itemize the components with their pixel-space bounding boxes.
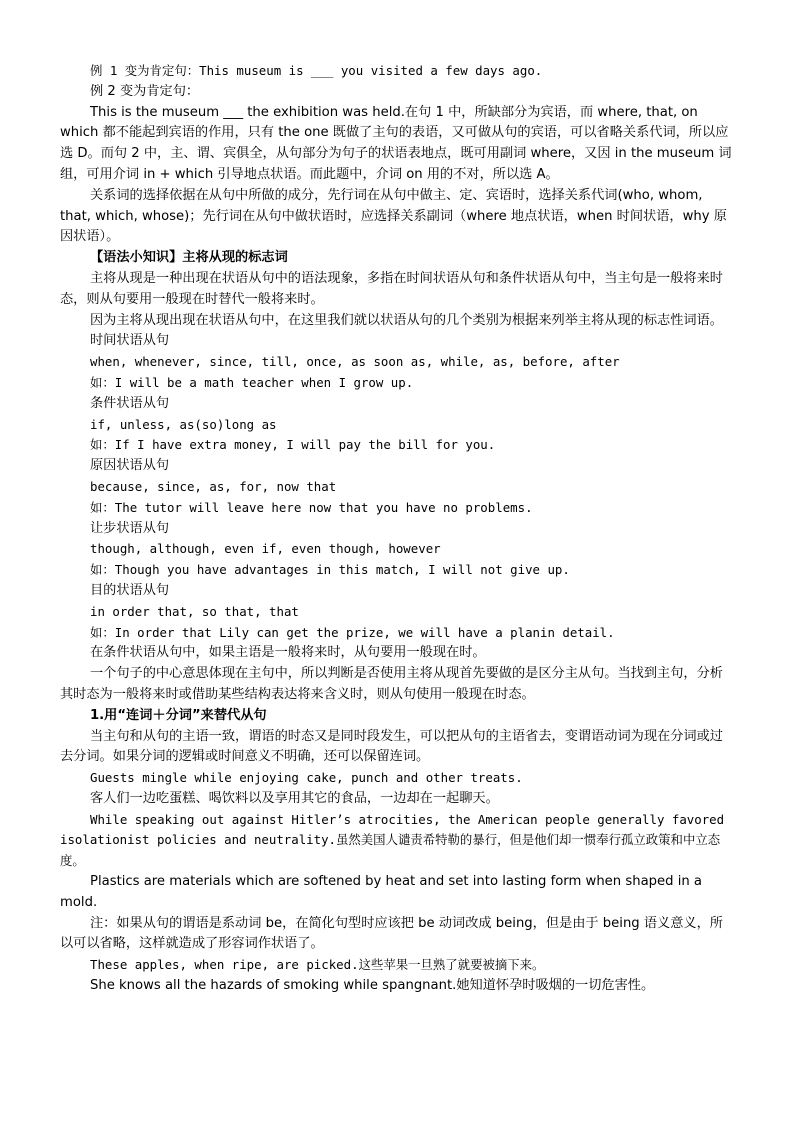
relative-word-rule: 关系词的选择依据在从句中所做的成分，先行词在从句中做主、定、宾语时，选择关系代词(who, whom, that, which, whose)；先行词在从句中做状语时，应选择关系副词（where 地点状语，when 时间状语，why 原因状语）。 (60, 187, 727, 245)
concession-clause-heading: 让步状语从句 (90, 520, 170, 536)
reason-clause-words: because, since, as, for, now that (90, 478, 337, 494)
concession-clause-example: 如：Though you have advantages in this match, I will not give up. (90, 562, 570, 578)
main-clause-paragraph: 一个句子的中心意思体现在主句中，所以判断是否使用主将从现首先要做的是区分主从句。当找到主句，分析其时态为一般将来时或借助某些结构表达将来含义时，则从句使用一般现在时态。 (60, 666, 723, 702)
example-1-line: 例 1 变为肯定句：This museum is ___ you visited a few days ago. (90, 63, 543, 78)
hitler-example: While speaking out against Hitler’s atrocities, the American people generally favored isolationist policies and neutrality.虽然美国人谴责希特勒的暴行，但是他们却一惯奉行孤立政策和中立态度。 (60, 811, 725, 869)
participle-example-chinese: 客人们一边吃蛋糕、喝饮料以及享用其它的食品，一边却在一起聊天。 (90, 790, 499, 806)
purpose-clause-heading: 目的状语从句 (90, 582, 170, 598)
tense-rule-paragraph: 主将从现是一种出现在状语从句中的语法现象，多指在时间状语从句和条件状语从句中，当主句是一般将来时态，则从句要用一般现在时替代一般将来时。 (60, 270, 723, 307)
time-clause-example: 如：I will be a math teacher when I grow up. (90, 374, 414, 390)
be-verb-note: 注：如果从句的谓语是系动词 be，在简化句型时应该把 be 动词改成 being，但是由于 being 语义意义，所以可以省略，这样就造成了形容词作状语了。 (60, 915, 723, 952)
reason-clause-example: 如：The tutor will leave here now that you have no problems. (90, 499, 533, 515)
time-clause-heading: 时间状语从句 (90, 333, 170, 349)
example-2-label: 例 2 变为肯定句： (90, 83, 200, 99)
purpose-clause-words: in order that, so that, that (90, 603, 299, 619)
condition-clause-words: if, unless, as(so)long as (90, 416, 277, 432)
concession-clause-words: though, although, even if, even though, however (90, 541, 441, 557)
participle-rule-paragraph: 当主句和从句的主语一致，谓语的时态又是同时段发生，可以把从句的主语省去，变谓语动词为现在分词或过去分词。如果分词的逻辑或时间意义不明确，还可以保留连词。 (60, 728, 723, 765)
grammar-tip-heading: 【语法小知识】主将从现的标志词 (90, 250, 288, 266)
participle-example-english: Guests mingle while enjoying cake, punch and other treats. (90, 770, 523, 786)
section-heading-participle: 1.用“连词＋分词”来替代从句 (90, 707, 267, 723)
marker-intro-paragraph: 因为主将从现出现在状语从句中，在这里我们就以状语从句的几个类别为根据来列举主将从现的标志性词语。 (90, 312, 723, 328)
time-clause-words: when, whenever, since, till, once, as soon as, while, as, before, after (90, 354, 620, 370)
example-2-explanation: This is the museum ___ the exhibition was held.在句 1 中，所缺部分为宾语，而 where, that, on which 都不能起到宾语的作用，只有 the one 既做了主句的表语，又可做从句的宾语，可以省略关系代词，所以应选 D。而句 2 中，主、谓、宾俱全，从句部分为句子的状语表地点，既可用副词 where，又因 in the museum 词组，可用介词 in + which 引导地点状语。而此题中，介词 on 用的不对，所以选 A。 (60, 104, 732, 182)
apples-example: These apples, when ripe, are picked.这些苹果一旦熟了就要被摘下来。 (90, 957, 545, 973)
condition-clause-example: 如：If I have extra money, I will pay the bill for you. (90, 437, 496, 453)
document-page (60, 61, 736, 997)
condition-clause-heading: 条件状语从句 (90, 395, 170, 411)
smoking-example: She knows all the hazards of smoking while spangnant.她知道怀孕时吸烟的一切危害性。 (90, 978, 655, 994)
condition-summary: 在条件状语从句中，如果主语是一般将来时，从句要用一般现在时。 (90, 645, 486, 661)
plastics-example: Plastics are materials which are softened by heat and set into lasting form when shaped in a mold. (60, 874, 702, 910)
purpose-clause-example: 如：In order that Lily can get the prize, we will have a planin detail. (90, 624, 615, 640)
reason-clause-heading: 原因状语从句 (90, 458, 170, 474)
